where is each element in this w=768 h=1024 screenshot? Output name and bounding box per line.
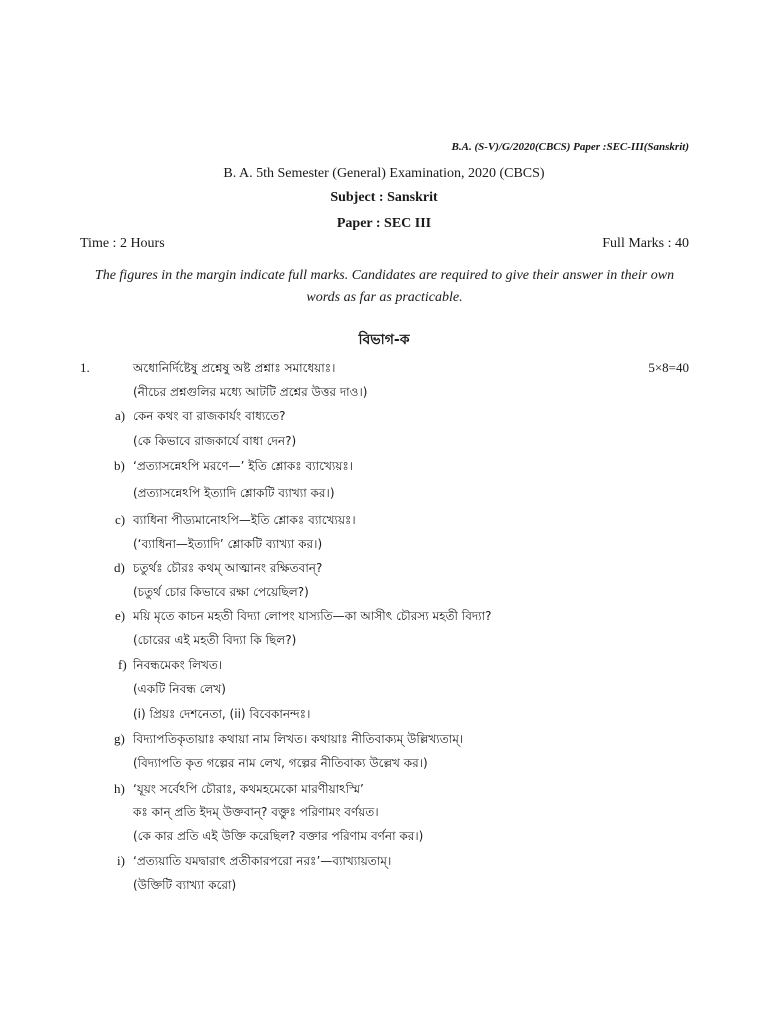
item-label: d) (114, 560, 125, 575)
item-label: f) (118, 657, 127, 672)
item-label: e) (115, 608, 126, 623)
item-line: ‘প্রত্যাসন্নেঽপি মরণে—’ ইতি শ্লোকঃ ব্যাখ্যেয়ঃ। (133, 459, 354, 473)
item-label: c) (115, 512, 126, 527)
paper-code: B.A. (S-V)/G/2020(CBCS) Paper :SEC-III(Sanskrit) (451, 141, 689, 153)
item-line: কঃ কান্ প্রতি ইদম্ উক্তবান্? বক্তুঃ পরিণামং বর্ণয়ত। (133, 805, 379, 819)
section-title: বিভাগ-ক (358, 332, 410, 348)
item-line: ময়ি মৃতে কাচন মহতী বিদ্যা লোপং যাস্যতি—কা আসীৎ চৌরস্য মহতী বিদ্যা? (133, 609, 492, 623)
item-label: g) (114, 731, 125, 746)
item-line: (‘ব্যাধিনা—ইত্যাদি’ শ্লোকটি ব্যাখ্যা কর।) (133, 537, 323, 551)
item-line: (কে কিভাবে রাজকার্যে বাধা দেন?) (133, 434, 297, 448)
item-line: ব্যাধিনা পীড্যমানোঽপি—ইতি শ্লোকঃ ব্যাখ্যেয়ঃ। (133, 513, 356, 527)
item-line: ‘প্রত্যয়াতি যমদ্বারাৎ প্রতীকারপরো নরঃ’—ব্যাখ্যায়তাম্। (133, 854, 392, 868)
question-marks: 5×8=40 (648, 360, 689, 375)
exam-title: B. A. 5th Semester (General) Examination, 2020 (CBCS) (223, 166, 545, 181)
item-line: ‘যূয়ং সর্বেঽপি চৌরাঃ, কথমহমেকো মারণীয়াঽস্মি’ (133, 782, 364, 796)
item-line: (চোরের এই মহতী বিদ্যা কি ছিল?) (133, 633, 297, 647)
time-allowed: Time : 2 Hours (80, 236, 165, 251)
item-label: a) (115, 408, 126, 423)
item-line: (প্রত্যাসন্নেঽপি ইত্যাদি শ্লোকটি ব্যাখ্যা কর।) (133, 486, 335, 500)
subject-heading: Subject : Sanskrit (330, 190, 438, 205)
question-prompt-bengali: (নীচের প্রশ্নগুলির মধ্যে আটটি প্রশ্নের উত্তর দাও।) (133, 385, 368, 399)
question-prompt: অধোনির্দিষ্টেষু প্রশ্নেষু অষ্ট প্রশ্নাঃ সমাধেয়াঃ। (133, 361, 336, 375)
item-line: চতুর্থঃ চৌরঃ কথম্ আত্মানং রক্ষিতবান্? (133, 561, 323, 575)
item-line: (কে কার প্রতি এই উক্তি করেছিল? বক্তার পরিণাম বর্ণনা কর।) (133, 829, 424, 843)
item-label: b) (114, 458, 125, 473)
paper-heading: Paper : SEC III (336, 216, 432, 231)
full-marks: Full Marks : 40 (602, 236, 689, 251)
item-line: (উক্তিটি ব্যাখ্যা করো) (133, 878, 237, 892)
instruction-text: The figures in the margin indicate full marks. Candidates are required to give their answer in their own words as far as practicable. (94, 268, 675, 305)
item-line: (বিদ্যাপতি কৃত গল্পের নাম লেখ, গল্পের নীতিবাক্য উল্লেখ কর।) (133, 756, 428, 770)
item-line: (i) প্রিয়ঃ দেশনেতা, (ii) বিবেকানন্দঃ। (133, 707, 311, 721)
question-number: 1. (80, 360, 90, 375)
item-label: i) (117, 853, 125, 868)
item-line: কেন কথং বা রাজকার্যং বাধ্যতে? (133, 409, 286, 423)
item-line: (একটি নিবন্ধ লেখ) (133, 682, 226, 696)
item-line: নিবন্ধমেকং লিখত। (133, 658, 223, 672)
item-line: (চতুর্থ চোর কিভাবে রক্ষা পেয়েছিল?) (133, 585, 309, 599)
item-label: h) (114, 781, 125, 796)
item-line: বিদ্যাপতিকৃতায়াঃ কথায়া নাম লিখত। কথায়াঃ নীতিবাক্যম্ উল্লিখ্যতাম্। (133, 732, 464, 746)
